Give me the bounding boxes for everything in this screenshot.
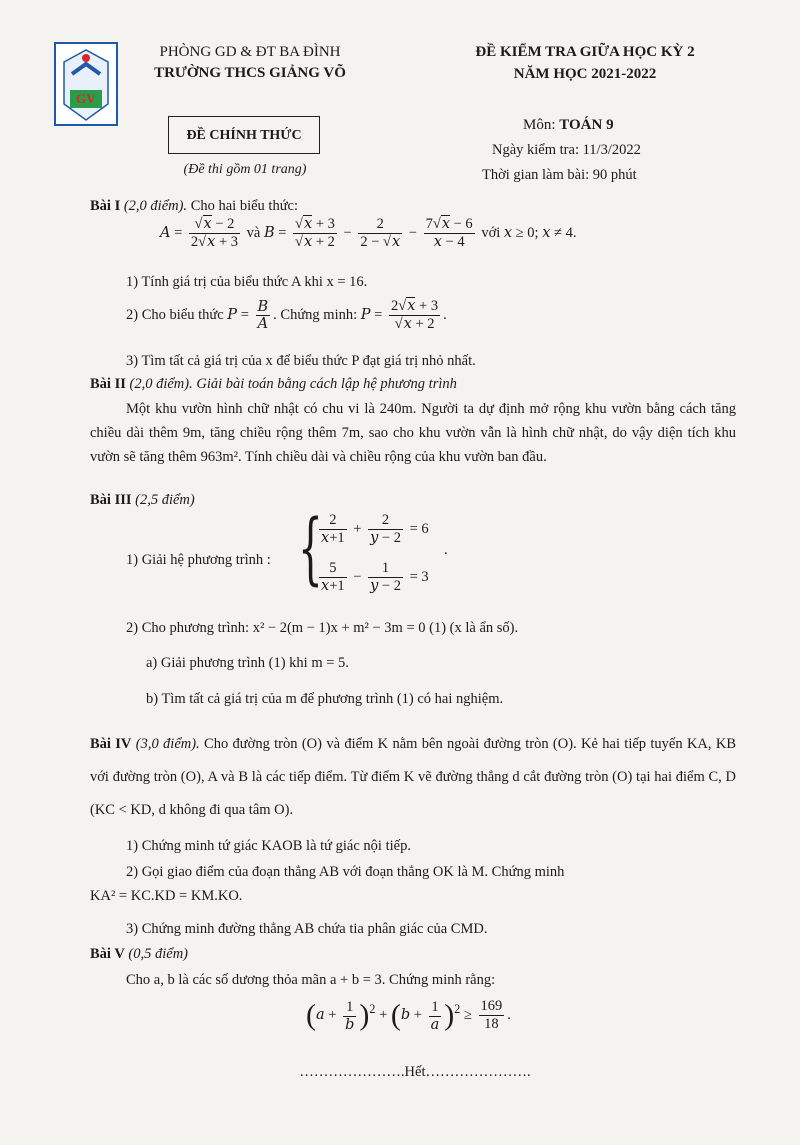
- logo-text: GV: [76, 91, 96, 106]
- header-left: [120, 44, 380, 82]
- bai4-q2: 2) Gọi giao điểm của đoạn thẳng AB với đoạn thẳng OK là M. Chứng minh: [126, 864, 565, 880]
- exam-date: Ngày kiểm tra: 11/3/2022: [492, 142, 641, 158]
- bai4-q1: 1) Chứng minh tứ giác KAOB là tứ giác nội tiếp.: [126, 838, 411, 854]
- brace-icon: {: [298, 504, 323, 594]
- bai5-inequality: (a + $\frac{1}{b}$ )$^2$ + (b + $\frac{1}{a}$ )$^2$ ≥ $\frac{169}{18}$ .: [306, 998, 511, 1033]
- bai2-points: (2,0 điểm).: [129, 376, 193, 392]
- bai1-q2-prefix: 2) Cho biểu thức: [126, 306, 224, 323]
- bai1-q3: 3) Tìm tất cả giá trị của x để biểu thức P đạt giá trị nhỏ nhất.: [126, 353, 476, 369]
- bai3-heading: [90, 492, 195, 509]
- subject-label: Môn:: [523, 117, 556, 133]
- bai4-q3: 3) Chứng minh đường thẳng AB chứa tia phân giác của CMD.: [126, 921, 488, 937]
- bai3-q1: 1) Giải hệ phương trình :: [126, 552, 271, 568]
- bai4-body: [90, 728, 736, 827]
- bai5-heading: [90, 946, 188, 963]
- end-marker: ………………….Hết………………….: [299, 1064, 531, 1080]
- bai1-q1: 1) Tính giá trị của biểu thức A khi x = 16.: [126, 274, 368, 290]
- school-year: NĂM HỌC 2021-2022: [513, 66, 657, 82]
- school-logo: [54, 42, 118, 126]
- bai3-qb: b) Tìm tất cả giá trị của m để phương trình (1) có hai nghiệm.: [146, 691, 504, 707]
- bai5-body: Cho a, b là các số dương thỏa mãn a + b = 3. Chứng minh rằng:: [126, 972, 496, 988]
- bai3-q2: 2) Cho phương trình: x² − 2(m − 1)x + m² − 3m = 0 (1) (x là ẩn số).: [126, 620, 519, 636]
- subject-line: [523, 117, 614, 134]
- bai5-points: (0,5 điểm): [128, 946, 189, 962]
- exam-duration: Thời gian làm bài: 90 phút: [482, 167, 637, 183]
- official-label: ĐỀ CHÍNH THỨC: [186, 128, 302, 143]
- bai5-title: Bài V: [90, 946, 125, 962]
- department-name: PHÒNG GD & ĐT BA ĐÌNH: [159, 44, 341, 60]
- bai3-title: Bài III: [90, 492, 132, 508]
- bai1-heading: [90, 198, 298, 215]
- bai4-points: (3,0 điểm).: [135, 736, 200, 752]
- official-stamp: [168, 116, 320, 154]
- bai1-points: (2,0 điểm).: [123, 198, 188, 214]
- bai1-q2: 2) Cho biểu thức P = $\frac{B}{A}$ . Chứng minh: P = $\frac{2√x + 3}{√x + 2}$ .: [126, 298, 447, 332]
- bai4-title: Bài IV: [90, 736, 132, 752]
- school-name: TRƯỜNG THCS GIẢNG VÕ: [154, 65, 346, 81]
- bai2-subtitle: Giải bài toán bằng cách lập hệ phương trình: [196, 376, 457, 392]
- bai3-qa: a) Giải phương trình (1) khi m = 5.: [146, 655, 349, 671]
- bai2-heading: [90, 376, 457, 393]
- subject-value: TOÁN 9: [559, 117, 614, 133]
- bai1-title: Bài I: [90, 198, 121, 214]
- pages-note: (Đề thi gồm 01 trang): [183, 162, 307, 177]
- bai4-text: Cho đường tròn (O) và điểm K nằm bên ngoài đường tròn (O). Kẻ hai tiếp tuyến KA, KB với đường tròn (O), A và B là các tiếp điểm. Từ điểm K vẽ đường thẳng d cắt đường tròn (O) tại hai điểm C, D (KC < KD, d không đi qua tâm O).: [90, 736, 736, 818]
- logo-emblem-icon: [56, 44, 116, 124]
- bai1-intro: Cho hai biểu thức:: [190, 198, 299, 214]
- bai1-expressions: A = $\frac{√x - 2}{2√x + 3}$ và B = $\frac{√x + 3}{√x + 2}$ − $\frac{2}{2 - √x}$ − $\frac{7√x - 6}{x - 4}$ với x ≥ 0; x ≠ 4.: [160, 216, 577, 250]
- bai3-points: (2,5 điểm): [135, 492, 195, 508]
- bai2-title: Bài II: [90, 376, 126, 392]
- exam-title: ĐỀ KIỂM TRA GIỮA HỌC KỲ 2: [475, 44, 695, 60]
- bai4-q2b: KA² = KC.KD = KM.KO.: [90, 888, 243, 904]
- header-right: [420, 44, 750, 83]
- bai1-q2-mid: . Chứng minh:: [273, 306, 358, 323]
- bai2-body: Một khu vườn hình chữ nhật có chu vi là 240m. Người ta dự định mở rộng khu vườn bằng cách tăng chiều dài thêm 9m, tăng chiều rộng thêm 7m, sao cho khu vườn vẫn là hình chữ nhật, do vậy diện tích khu vườn sẽ tăng thêm 963m². Tính chiều dài và chiều rộng của khu vườn ban đầu.: [90, 401, 736, 465]
